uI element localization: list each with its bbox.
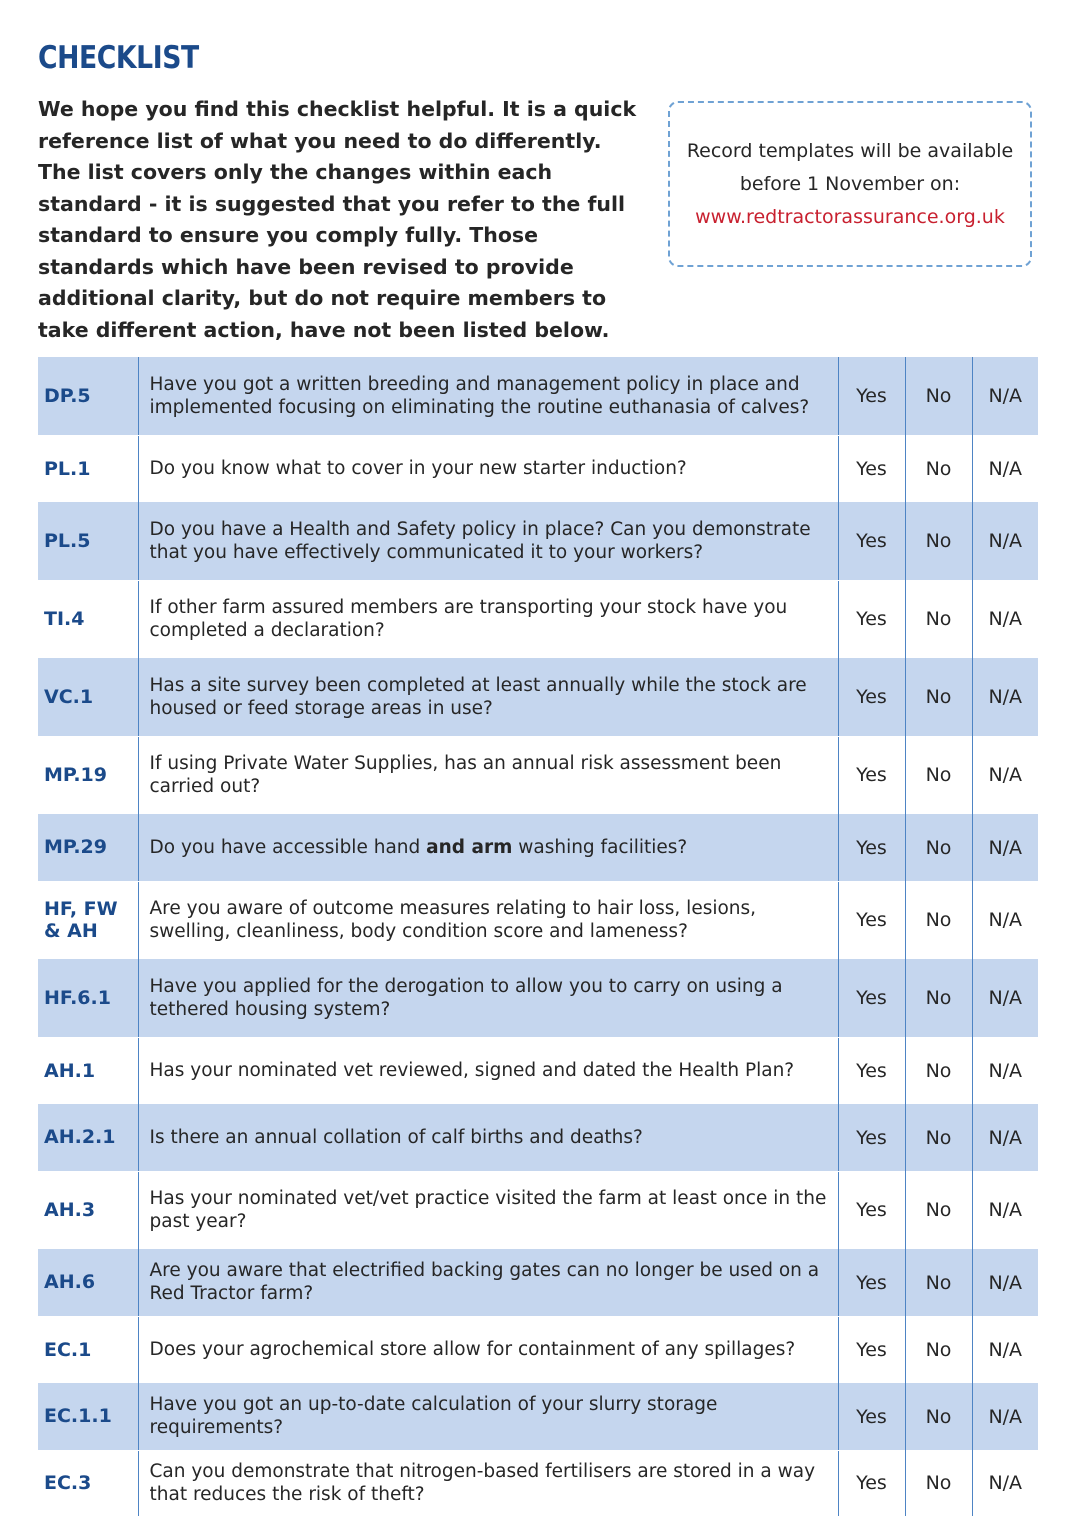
question-text: washing facilities? — [512, 836, 688, 858]
standard-code: HF.6.1 — [38, 959, 138, 1037]
checklist-row — [38, 814, 1038, 881]
answer-na-option[interactable]: N/A — [972, 881, 1038, 959]
page-title: CHECKLIST — [38, 40, 199, 76]
answer-na-option[interactable]: N/A — [972, 1037, 1038, 1104]
checklist-question: Are you aware that electrified backing gates can no longer be used on a Red Tractor farm? — [138, 1249, 838, 1316]
answer-na-option[interactable]: N/A — [972, 736, 1038, 814]
answer-na-option[interactable]: N/A — [972, 357, 1038, 435]
standard-code: EC.1 — [44, 1338, 92, 1361]
answer-na-option[interactable]: N/A — [972, 1316, 1038, 1383]
answer-no-option[interactable]: No — [905, 1383, 972, 1450]
answer-no-option[interactable]: No — [905, 736, 972, 814]
checklist-row — [38, 736, 1038, 814]
answer-na-option[interactable]: N/A — [972, 1383, 1038, 1450]
checklist-question: Have you got an up-to-date calculation of your slurry storage requirements? — [138, 1383, 838, 1450]
answer-no-option[interactable]: No — [905, 1249, 972, 1316]
checklist-row — [38, 1104, 1038, 1171]
checklist-row — [38, 658, 1038, 736]
answer-no-option[interactable]: No — [905, 1171, 972, 1249]
checklist-question: If using Private Water Supplies, has an annual risk assessment been carried out? — [138, 736, 838, 814]
checklist-question — [138, 814, 838, 881]
answer-na-option[interactable]: N/A — [972, 580, 1038, 658]
answer-no-option[interactable]: No — [905, 814, 972, 881]
standard-code: PL.5 — [38, 502, 138, 580]
checklist-row — [38, 881, 1038, 959]
standard-code: AH.6 — [38, 1249, 138, 1316]
standard-code: EC.1.1 — [38, 1383, 138, 1450]
answer-yes-option[interactable]: Yes — [838, 736, 905, 814]
standard-code: AH.2.1 — [38, 1104, 138, 1171]
checklist-question: Have you applied for the derogation to allow you to carry on using a tethered housing system? — [138, 959, 838, 1037]
answer-no-option[interactable]: No — [905, 881, 972, 959]
standard-code: AH.1 — [44, 1059, 96, 1082]
answer-yes-option[interactable]: Yes — [838, 1450, 905, 1516]
answer-yes-option[interactable]: Yes — [838, 1316, 905, 1383]
answer-no-option[interactable]: No — [905, 502, 972, 580]
standard-code: VC.1 — [38, 658, 138, 736]
answer-yes-option[interactable]: Yes — [838, 1383, 905, 1450]
answer-no-option[interactable]: No — [905, 435, 972, 502]
checklist-row — [38, 1383, 1038, 1450]
answer-no-option[interactable]: No — [905, 1316, 972, 1383]
answer-yes-option[interactable]: Yes — [838, 881, 905, 959]
intro-paragraph-1: We hope you find this checklist helpful. It is a quick reference list of what you need to do differently. — [38, 97, 637, 153]
answer-na-option[interactable]: N/A — [972, 1450, 1038, 1516]
checklist-question: Has your nominated vet/vet practice visited the farm at least once in the past year? — [138, 1171, 838, 1249]
record-templates-notice — [668, 101, 1032, 267]
checklist-question: If other farm assured members are transporting your stock have you completed a declaration? — [138, 580, 838, 658]
answer-no-option[interactable]: No — [905, 959, 972, 1037]
checklist-row — [38, 357, 1038, 435]
standard-code: MP.19 — [44, 764, 108, 787]
answer-yes-option[interactable]: Yes — [838, 580, 905, 658]
answer-yes-option[interactable]: Yes — [838, 1037, 905, 1104]
answer-yes-option[interactable]: Yes — [838, 1171, 905, 1249]
question-emphasis: and arm — [426, 836, 513, 858]
checklist-row — [38, 1450, 1038, 1516]
checklist-table — [38, 357, 1038, 1516]
checklist-question: Has a site survey been completed at least annually while the stock are housed or feed storage areas in use? — [138, 658, 838, 736]
answer-na-option[interactable]: N/A — [972, 502, 1038, 580]
checklist-row — [38, 502, 1038, 580]
standard-code: MP.29 — [38, 814, 138, 881]
standard-code: HF, FW & AH — [44, 898, 118, 943]
answer-yes-option[interactable]: Yes — [838, 959, 905, 1037]
checklist-row — [38, 959, 1038, 1037]
notice-line-2: before 1 November on: — [739, 172, 961, 195]
answer-yes-option[interactable]: Yes — [838, 814, 905, 881]
answer-na-option[interactable]: N/A — [972, 435, 1038, 502]
notice-line-1: Record templates will be available — [686, 139, 1014, 162]
answer-na-option[interactable]: N/A — [972, 1249, 1038, 1316]
checklist-row — [38, 1037, 1038, 1104]
question-text: Do you have accessible hand — [149, 836, 427, 858]
answer-na-option[interactable]: N/A — [972, 1171, 1038, 1249]
checklist-row — [38, 1171, 1038, 1249]
answer-na-option[interactable]: N/A — [972, 959, 1038, 1037]
notice-url-link[interactable]: www.redtractorassurance.org.uk — [695, 205, 1005, 228]
standard-code: PL.1 — [44, 457, 91, 480]
answer-yes-option[interactable]: Yes — [838, 1249, 905, 1316]
checklist-question: Are you aware of outcome measures relating to hair loss, lesions, swelling, cleanliness, body condition score and lameness? — [138, 881, 838, 959]
answer-na-option[interactable]: N/A — [972, 814, 1038, 881]
answer-na-option[interactable]: N/A — [972, 1104, 1038, 1171]
intro-text — [38, 94, 658, 346]
checklist-question: Do you have a Health and Safety policy in place? Can you demonstrate that you have effectively communicated it to your workers? — [138, 502, 838, 580]
checklist-question: Can you demonstrate that nitrogen-based fertilisers are stored in a way that reduces the risk of theft? — [138, 1450, 838, 1516]
answer-yes-option[interactable]: Yes — [838, 357, 905, 435]
answer-no-option[interactable]: No — [905, 658, 972, 736]
checklist-row — [38, 580, 1038, 658]
checklist-question: Does your agrochemical store allow for containment of any spillages? — [138, 1316, 838, 1383]
answer-no-option[interactable]: No — [905, 1450, 972, 1516]
intro-paragraph-2: The list covers only the changes within each standard - it is suggested that you refer to the full standard to ensure you comply fully. Those standards which have been revised to provide additional clarity, but do not require members to take different action, have not been listed below. — [38, 160, 626, 342]
answer-no-option[interactable]: No — [905, 1104, 972, 1171]
answer-yes-option[interactable]: Yes — [838, 1104, 905, 1171]
standard-code: AH.3 — [44, 1199, 96, 1222]
answer-no-option[interactable]: No — [905, 1037, 972, 1104]
answer-yes-option[interactable]: Yes — [838, 502, 905, 580]
checklist-question: Have you got a written breeding and management policy in place and implemented focusing on eliminating the routine euthanasia of calves? — [138, 357, 838, 435]
checklist-row — [38, 1316, 1038, 1383]
answer-na-option[interactable]: N/A — [972, 658, 1038, 736]
answer-yes-option[interactable]: Yes — [838, 435, 905, 502]
standard-code: DP.5 — [38, 357, 138, 435]
checklist-question: Do you know what to cover in your new starter induction? — [138, 435, 838, 502]
answer-yes-option[interactable]: Yes — [838, 658, 905, 736]
answer-no-option[interactable]: No — [905, 580, 972, 658]
standard-code: TI.4 — [44, 608, 85, 631]
checklist-question: Is there an annual collation of calf births and deaths? — [138, 1104, 838, 1171]
checklist-row — [38, 1249, 1038, 1316]
answer-no-option[interactable]: No — [905, 357, 972, 435]
standard-code: EC.3 — [44, 1472, 92, 1495]
checklist-row — [38, 435, 1038, 502]
checklist-question: Has your nominated vet reviewed, signed and dated the Health Plan? — [138, 1037, 838, 1104]
